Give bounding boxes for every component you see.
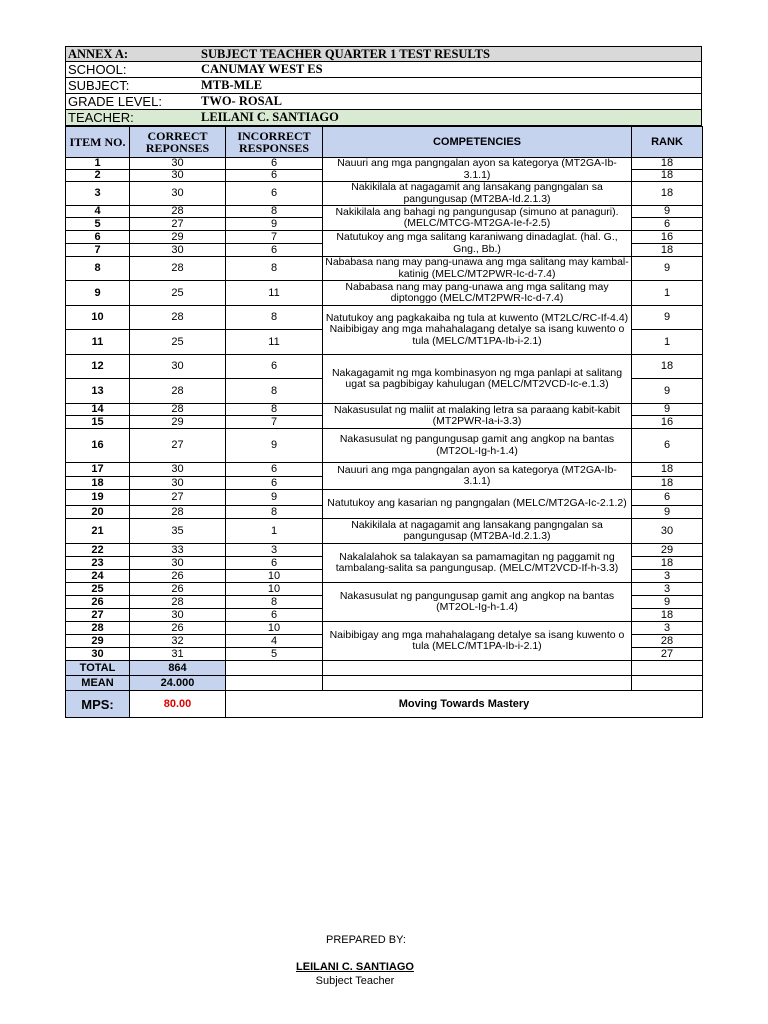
table-row [66, 490, 703, 506]
item-no-cell: 7 [66, 244, 130, 257]
incorrect-cell: 8 [226, 404, 323, 416]
item-no-cell: 13 [66, 379, 130, 404]
incorrect-cell: 5 [226, 648, 323, 661]
competency-cell: Natutukoy ang mga salitang karaniwang dinadaglat. (hal. G., Gng., Bb.) [323, 231, 632, 257]
incorrect-cell: 8 [226, 306, 323, 330]
teacher-label: TEACHER: [68, 110, 134, 125]
correct-cell: 28 [130, 306, 226, 330]
rank-cell: 9 [632, 306, 703, 330]
rank-cell: 16 [632, 416, 703, 429]
competency-cell: Nakagagamit ng mga kombinasyon ng mga panlapi at salitang ugat sa pagbibigay kahulugan (MELC/MT2VCD-Ic-e.1.3) [323, 355, 632, 404]
table-row [66, 404, 703, 416]
col-incorrect-header: INCORRECT RESPONSES [226, 127, 323, 158]
incorrect-cell: 7 [226, 231, 323, 244]
subject-label: SUBJECT: [68, 78, 130, 93]
rank-cell: 18 [632, 609, 703, 622]
incorrect-cell: 10 [226, 583, 323, 596]
correct-cell: 27 [130, 218, 226, 231]
correct-cell: 28 [130, 404, 226, 416]
rank-cell: 18 [632, 158, 703, 170]
table-row [66, 231, 703, 244]
mean-empty [323, 676, 632, 691]
teacher-value: LEILANI C. SANTIAGO [201, 110, 339, 124]
rank-cell: 18 [632, 244, 703, 257]
item-no-cell: 19 [66, 490, 130, 506]
correct-cell: 29 [130, 416, 226, 429]
item-no-cell: 22 [66, 544, 130, 557]
total-empty [632, 661, 703, 676]
incorrect-cell: 9 [226, 490, 323, 506]
rank-cell: 6 [632, 429, 703, 463]
correct-cell: 30 [130, 244, 226, 257]
rank-cell: 9 [632, 379, 703, 404]
item-no-cell: 6 [66, 231, 130, 244]
teacher-row [65, 110, 702, 126]
incorrect-cell: 3 [226, 544, 323, 557]
total-label: TOTAL [66, 661, 130, 676]
rank-cell: 29 [632, 544, 703, 557]
competency-cell: Nakasusulat ng pangungusap gamit ang angkop na bantas (MT2OL-Ig-h-1.4) [323, 429, 632, 463]
incorrect-cell: 8 [226, 506, 323, 519]
col-rank-header: RANK [632, 127, 703, 158]
rank-cell: 18 [632, 355, 703, 379]
item-no-cell: 1 [66, 158, 130, 170]
subject-value: MTB-MLE [201, 78, 263, 92]
incorrect-cell: 6 [226, 170, 323, 182]
results-table [65, 126, 703, 718]
mean-empty [632, 676, 703, 691]
competency-cell: Nakalalahok sa talakayan sa pamamagitan ng paggamit ng tambalang-salita sa pangungusap. (MELC/MT2VCD-If-h-3.3) [323, 544, 632, 583]
item-no-cell: 18 [66, 477, 130, 490]
incorrect-cell: 6 [226, 463, 323, 477]
table-header-row [66, 127, 703, 158]
mps-value: 80.00 [130, 691, 226, 718]
correct-cell: 35 [130, 519, 226, 544]
incorrect-cell: 7 [226, 416, 323, 429]
item-no-cell: 21 [66, 519, 130, 544]
rank-cell: 3 [632, 622, 703, 635]
item-no-cell: 30 [66, 648, 130, 661]
item-no-cell: 23 [66, 557, 130, 570]
signatory-role-text: Subject Teacher [315, 975, 395, 987]
rank-cell: 9 [632, 206, 703, 218]
incorrect-cell: 6 [226, 477, 323, 490]
correct-cell: 25 [130, 330, 226, 355]
correct-cell: 26 [130, 570, 226, 583]
item-no-cell: 14 [66, 404, 130, 416]
mastery-level: Moving Towards Mastery [226, 691, 703, 718]
competency-cell: Naibibigay ang mga mahahalagang detalye sa isang kuwento o tula (MELC/MT1PA-Ib-i-2.1) [323, 622, 632, 661]
incorrect-cell: 6 [226, 158, 323, 170]
competency-cell: Nauuri ang mga pangngalan ayon sa kategorya (MT2GA-Ib-3.1.1) [323, 158, 632, 182]
table-row [66, 281, 703, 306]
correct-cell: 28 [130, 379, 226, 404]
table-row [66, 206, 703, 218]
mps-row [66, 691, 703, 718]
correct-cell: 32 [130, 635, 226, 648]
school-label: SCHOOL: [68, 62, 127, 77]
school-value: CANUMAY WEST ES [201, 62, 323, 76]
competency-cell: Natutukoy ang pagkakaiba ng tula at kuwento (MT2LC/RC-If-4.4) Naibibigay ang mga mahahalagang detalye sa isang kuwento o tula (MELC/MT1PA-Ib-i-2.1) [323, 306, 632, 355]
rank-cell: 27 [632, 648, 703, 661]
competency-cell: Nakikilala at nagagamit ang lansakang pangngalan sa pangungusap (MT2BA-Id.2.1.3) [323, 519, 632, 544]
item-no-cell: 4 [66, 206, 130, 218]
item-no-cell: 16 [66, 429, 130, 463]
mean-row [66, 676, 703, 691]
rank-cell: 3 [632, 570, 703, 583]
item-no-cell: 17 [66, 463, 130, 477]
rank-cell: 1 [632, 330, 703, 355]
total-empty [323, 661, 632, 676]
competency-cell: Nakasusulat ng maliit at malaking letra sa paraang kabit-kabit (MT2PWR-Ia-i-3.3) [323, 404, 632, 429]
incorrect-cell: 9 [226, 429, 323, 463]
mean-label: MEAN [66, 676, 130, 691]
rank-cell: 30 [632, 519, 703, 544]
annex-title: SUBJECT TEACHER QUARTER 1 TEST RESULTS [201, 47, 490, 61]
incorrect-cell: 6 [226, 355, 323, 379]
rank-cell: 9 [632, 404, 703, 416]
rank-cell: 9 [632, 257, 703, 281]
mps-label: MPS: [66, 691, 130, 718]
correct-cell: 26 [130, 622, 226, 635]
subject-row [65, 78, 702, 94]
item-no-cell: 29 [66, 635, 130, 648]
competency-cell: Nauuri ang mga pangngalan ayon sa kategorya (MT2GA-Ib-3.1.1) [323, 463, 632, 490]
table-row [66, 583, 703, 596]
incorrect-cell: 8 [226, 379, 323, 404]
incorrect-cell: 10 [226, 622, 323, 635]
incorrect-cell: 11 [226, 281, 323, 306]
correct-cell: 30 [130, 355, 226, 379]
incorrect-cell: 6 [226, 182, 323, 206]
signatory-role [0, 975, 768, 987]
rank-cell: 18 [632, 170, 703, 182]
correct-cell: 30 [130, 182, 226, 206]
table-row [66, 519, 703, 544]
item-no-cell: 10 [66, 306, 130, 330]
correct-cell: 33 [130, 544, 226, 557]
table-row [66, 544, 703, 557]
correct-cell: 28 [130, 506, 226, 519]
rank-cell: 9 [632, 506, 703, 519]
item-no-cell: 3 [66, 182, 130, 206]
competency-cell: Nakasusulat ng pangungusap gamit ang angkop na bantas (MT2OL-Ig-h-1.4) [323, 583, 632, 622]
col-correct-header: CORRECT REPONSES [130, 127, 226, 158]
item-no-cell: 15 [66, 416, 130, 429]
item-no-cell: 2 [66, 170, 130, 182]
school-row [65, 62, 702, 78]
item-no-cell: 12 [66, 355, 130, 379]
correct-cell: 30 [130, 557, 226, 570]
table-row [66, 622, 703, 635]
item-no-cell: 26 [66, 596, 130, 609]
grade-row [65, 94, 702, 110]
col-competencies-header: COMPETENCIES [323, 127, 632, 158]
results-sheet [65, 46, 702, 718]
rank-cell: 18 [632, 182, 703, 206]
rank-cell: 18 [632, 463, 703, 477]
incorrect-cell: 1 [226, 519, 323, 544]
incorrect-cell: 11 [226, 330, 323, 355]
table-row [66, 429, 703, 463]
incorrect-cell: 8 [226, 206, 323, 218]
correct-cell: 30 [130, 463, 226, 477]
correct-cell: 30 [130, 609, 226, 622]
rank-cell: 6 [632, 490, 703, 506]
total-row [66, 661, 703, 676]
incorrect-cell: 6 [226, 557, 323, 570]
correct-cell: 26 [130, 583, 226, 596]
rank-cell: 9 [632, 596, 703, 609]
summary-body [66, 661, 703, 718]
rank-cell: 1 [632, 281, 703, 306]
correct-cell: 28 [130, 596, 226, 609]
mean-value: 24.000 [130, 676, 226, 691]
incorrect-cell: 6 [226, 244, 323, 257]
incorrect-cell: 4 [226, 635, 323, 648]
competency-cell: Nakikilala at nagagamit ang lansakang pangngalan sa pangungusap (MT2BA-Id.2.1.3) [323, 182, 632, 206]
incorrect-cell: 8 [226, 596, 323, 609]
signatory-name-text: LEILANI C. SANTIAGO [296, 961, 414, 973]
grade-label: GRADE LEVEL: [68, 94, 162, 109]
correct-cell: 28 [130, 257, 226, 281]
rank-cell: 18 [632, 557, 703, 570]
item-no-cell: 27 [66, 609, 130, 622]
correct-cell: 31 [130, 648, 226, 661]
table-row [66, 355, 703, 379]
correct-cell: 30 [130, 158, 226, 170]
rank-cell: 6 [632, 218, 703, 231]
incorrect-cell: 9 [226, 218, 323, 231]
item-no-cell: 28 [66, 622, 130, 635]
competency-cell: Nakikilala ang bahagi ng pangungusap (simuno at panaguri). (MELC/MTCG-MT2GA-Ie-f-2.5) [323, 206, 632, 231]
prepared-by-label: PREPARED BY: [326, 934, 406, 946]
correct-cell: 25 [130, 281, 226, 306]
rank-cell: 3 [632, 583, 703, 596]
table-row [66, 306, 703, 330]
rank-cell: 18 [632, 477, 703, 490]
item-no-cell: 8 [66, 257, 130, 281]
item-no-cell: 24 [66, 570, 130, 583]
table-row [66, 463, 703, 477]
col-item-header: ITEM NO. [66, 127, 130, 158]
total-empty [226, 661, 323, 676]
correct-cell: 27 [130, 490, 226, 506]
item-no-cell: 25 [66, 583, 130, 596]
signatory-name [0, 961, 768, 973]
table-row [66, 158, 703, 170]
correct-cell: 28 [130, 206, 226, 218]
table-body [66, 158, 703, 661]
annex-label: ANNEX A: [68, 47, 129, 61]
item-no-cell: 20 [66, 506, 130, 519]
correct-cell: 29 [130, 231, 226, 244]
total-value: 864 [130, 661, 226, 676]
rank-cell: 28 [632, 635, 703, 648]
rank-cell: 16 [632, 231, 703, 244]
item-no-cell: 11 [66, 330, 130, 355]
competency-cell: Nababasa nang may pang-unawa ang mga salitang may diptonggo (MELC/MT2PWR-Ic-d-7.4) [323, 281, 632, 306]
table-row [66, 182, 703, 206]
correct-cell: 27 [130, 429, 226, 463]
correct-cell: 30 [130, 170, 226, 182]
table-row [66, 257, 703, 281]
item-no-cell: 9 [66, 281, 130, 306]
annex-row [65, 46, 702, 62]
competency-cell: Natutukoy ang kasarian ng pangngalan (MELC/MT2GA-Ic-2.1.2) [323, 490, 632, 519]
incorrect-cell: 10 [226, 570, 323, 583]
mean-empty [226, 676, 323, 691]
incorrect-cell: 6 [226, 609, 323, 622]
correct-cell: 30 [130, 477, 226, 490]
competency-cell: Nababasa nang may pang-unawa ang mga salitang may kambal-katinig (MELC/MT2PWR-Ic-d-7.4) [323, 257, 632, 281]
incorrect-cell: 8 [226, 257, 323, 281]
item-no-cell: 5 [66, 218, 130, 231]
grade-value: TWO- ROSAL [201, 94, 282, 108]
